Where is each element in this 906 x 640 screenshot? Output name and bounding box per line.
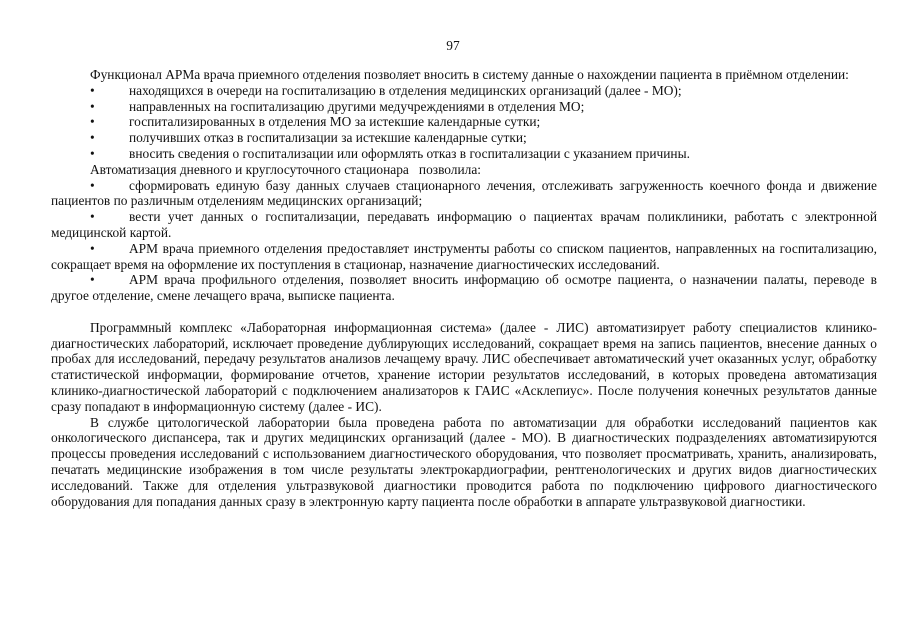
bullet-icon: •	[90, 177, 95, 193]
list-item-text: АРМ врача приемного отделения предоставляет инструменты работы со списком пациентов, направленных на госпитализацию, сокращает время на оформление их поступления в стационар, назначение диагностических исследований.	[51, 240, 877, 272]
bullet-icon: •	[90, 114, 95, 130]
list-item	[51, 146, 877, 162]
bullet-icon: •	[90, 145, 95, 161]
list-item	[51, 209, 877, 241]
list-item-text: направленных на госпитализацию другими медучреждениями в отделения МО;	[129, 98, 585, 114]
inpatient-automation-list	[51, 178, 877, 304]
list-item-text: вносить сведения о госпитализации или оформлять отказ в госпитализации с указанием причины.	[129, 145, 690, 161]
list-item-text: АРМ врача профильного отделения, позволяет вносить информацию об осмотре пациента, о назначении палаты, переводе в другое отделение, смене лечащего врача, выписке пациента.	[51, 272, 877, 304]
bullet-icon: •	[90, 82, 95, 98]
hospitalization-status-list	[51, 83, 877, 162]
document-page	[51, 67, 877, 509]
list-item	[51, 178, 877, 210]
list-item	[51, 83, 877, 99]
section2-intro: Автоматизация дневного и круглосуточного стационара позволила:	[90, 161, 482, 177]
page-number: 97	[446, 38, 460, 53]
list-item	[51, 99, 877, 115]
cytology-paragraph: В службе цитологической лаборатории была проведена работа по автоматизации для обработки исследований пациентов как онкологического диспансера, так и других медицинских организаций (далее - МО). В диагностических подразделениях автоматизируются процессы проведения исследований с использованием диагностического оборудования, что позволяет просматривать, хранить, анализировать, печатать медицинские изображения в том числе результаты электрокардиографии, рентгенологических и других видов диагностических исследований. Также для отделения ультразвуковой диагностики проводится работа по подключению цифрового диагностического оборудования для попадания данных сразу в электронную карту пациента после обработки в аппарате ультразвуковой диагностики.	[51, 414, 877, 509]
bullet-icon: •	[90, 272, 95, 288]
bullet-icon: •	[90, 130, 95, 146]
list-item	[51, 272, 877, 304]
bullet-icon: •	[90, 209, 95, 225]
lis-paragraph: Программный комплекс «Лабораторная информационная система» (далее - ЛИС) автоматизирует работу специалистов клинико-диагностических лабораторий, исключает проведение дублирующих исследований, сокращает время на запись пациентов, внесение данных о пробах для исследований, передачу результатов анализов лечащему врачу. ЛИС обеспечивает автоматический учет оказанных услуг, обработку статистической информации, формирование отчетов, хранение истории результатов исследований, в которых проведена автоматизация клинико-диагностической лабораторий с подключением анализаторов к ГАИС «Асклепиус». После получения конечных результатов данные сразу попадают в информационную систему (далее - ИС).	[51, 319, 877, 414]
list-item-text: госпитализированных в отделения МО за истекшие календарные сутки;	[129, 114, 541, 130]
paragraph-spacer	[51, 304, 877, 320]
section1-intro: Функционал АРМа врача приемного отделения позволяет вносить в систему данные о нахождении пациента в приёмном отделении:	[90, 67, 849, 82]
list-item-text: находящихся в очереди на госпитализацию в отделения медицинских организаций (далее - МО);	[129, 82, 682, 98]
list-item-text: вести учет данных о госпитализации, передавать информацию о пациентах врачам поликлиники, работать с электронной медицинской картой.	[51, 209, 877, 240]
bullet-icon: •	[90, 240, 95, 256]
bullet-icon: •	[90, 98, 95, 114]
list-item	[51, 241, 877, 273]
list-item	[51, 114, 877, 130]
list-item	[51, 130, 877, 146]
list-item-text: сформировать единую базу данных случаев стационарного лечения, отслеживать загруженность коечного фонда и движение пациентов по различным отделениям медицинских организаций;	[51, 177, 877, 209]
list-item-text: получивших отказ в госпитализации за истекшие календарные сутки;	[129, 130, 527, 146]
